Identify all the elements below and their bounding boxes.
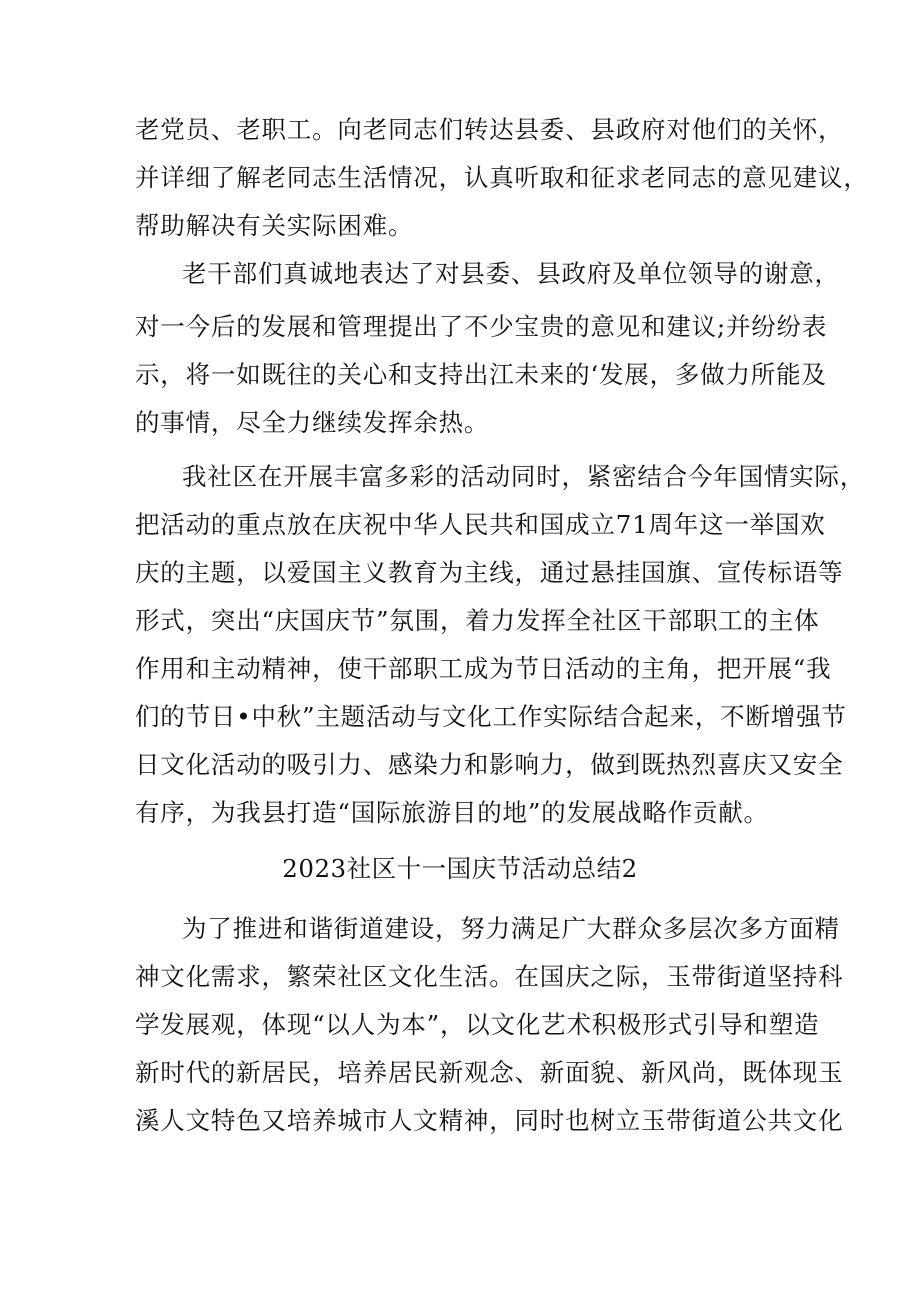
text-line: 老干部们真诚地表达了对县委、县政府及单位领导的谢意， (182, 259, 840, 288)
text-line: 新时代的新居民，培养居民新观念、新面貌、新风尚，既体现玉 (135, 1058, 844, 1087)
text-line: 作用和主动精神，使干部职工成为节日活动的主角，把开展“我 (135, 654, 832, 683)
text-line: 溪人文特色又培养城市人文精神，同时也树立玉带街道公共文化 (135, 1106, 844, 1135)
text-line: 神文化需求，繁荣社区文化生活。在国庆之际，玉带街道坚持科 (135, 962, 844, 991)
text-line: 把活动的重点放在庆祝中华人民共和国成立71周年这一举国欢 (135, 510, 826, 539)
text-line: 形式，突出“庆国庆节”氛围，着力发挥全社区干部职工的主体 (135, 606, 820, 635)
text-line: 我社区在开展丰富多彩的活动同时，紧密结合今年国情实际， (182, 462, 866, 491)
text-line: 的事情，尽全力继续发挥余热。 (135, 408, 490, 437)
text-line: 对一今后的发展和管理提出了不少宝贵的意见和建议;并纷纷表 (135, 312, 828, 341)
section-title: 2023社区十一国庆节活动总结2 (282, 854, 638, 883)
text-line: 学发展观，体现“以人为本”，以文化艺术积极形式引导和塑造 (135, 1010, 820, 1039)
text-line: 并详细了解老同志生活情况，认真听取和征求老同志的意见建议， (135, 163, 869, 192)
text-line: 示，将一如既往的关心和支持出江未来的‘发展，多做力所能及 (135, 360, 827, 389)
text-line: 帮助解决有关实际困难。 (135, 211, 414, 240)
text-line: 庆的主题，以爱国主义教育为主线，通过悬挂国旗、宣传标语等 (135, 558, 844, 587)
text-line: 日文化活动的吸引力、感染力和影响力，做到既热烈喜庆又安全 (135, 750, 844, 779)
text-line: 为了推进和谐街道建设，努力满足广大群众多层次多方面精 (182, 914, 840, 943)
text-line: 有序，为我县打造“国际旅游目的地”的发展战略作贡献。 (135, 798, 769, 827)
text-line: 老党员、老职工。向老同志们转达县委、县政府对他们的关怀， (135, 115, 844, 144)
text-line: 们的节日•中秋”主题活动与文化工作实际结合起来，不断增强节 (135, 702, 847, 731)
